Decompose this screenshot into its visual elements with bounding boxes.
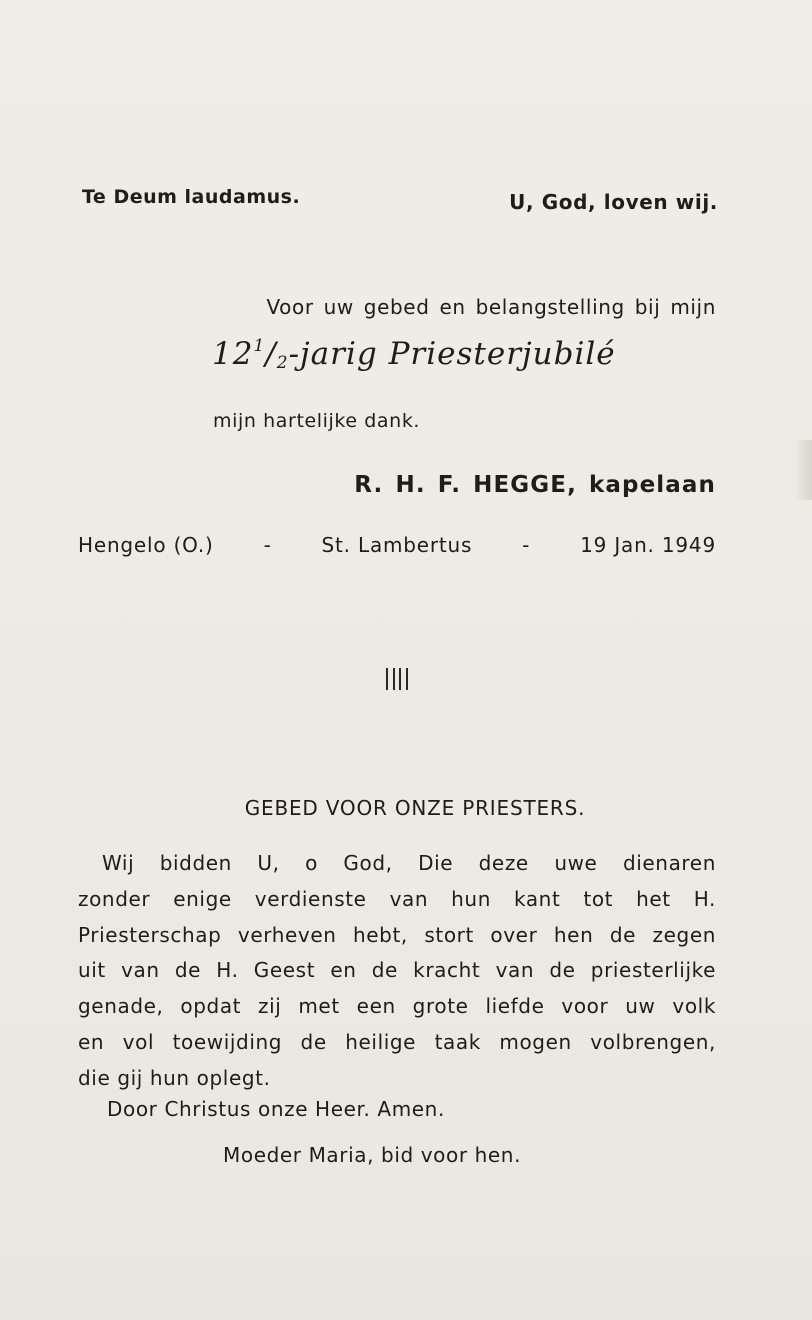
jubilee-fraction-bottom: 2: [276, 353, 289, 373]
date: 19 Jan. 1949: [580, 533, 716, 557]
prayer-closing: Door Christus onze Heer. Amen.: [107, 1097, 445, 1121]
jubilee-number: 12: [212, 336, 254, 372]
prayer-line: en vol toewijding de heilige taak mogen volbrengen,: [78, 1029, 716, 1054]
jubilee-text: -jarig Priesterjubilé: [288, 336, 616, 372]
thanks-line-1: Voor uw gebed en belangstelling bij mijn: [266, 295, 716, 319]
jubilee-fraction-top: 1: [253, 336, 266, 356]
signature-name: R. H. F. HEGGE, kapelaan: [354, 472, 716, 498]
prayer-line: uit van de H. Geest en de kracht van de priesterlijke: [78, 958, 716, 983]
place: Hengelo (O.): [78, 533, 214, 557]
prayer-line: die gij hun oplegt.: [78, 1065, 271, 1090]
place-date-line: [78, 533, 716, 557]
prayer-line: Priesterschap verheven hebt, stort over hen de zegen: [78, 922, 716, 947]
motto-latin: Te Deum laudamus.: [82, 186, 301, 208]
ornament-bar: [393, 668, 395, 690]
prayer-line: Wij bidden U, o God, Die deze uwe dienaren: [102, 851, 716, 875]
prayer-text: [78, 846, 716, 1097]
divider-ornament: [386, 668, 408, 692]
prayer-title: GEBED VOOR ONZE PRIESTERS.: [244, 796, 586, 820]
separator: -: [522, 533, 531, 557]
jubilee-fraction-slash: /: [265, 336, 277, 372]
ornament-bar: [386, 668, 388, 690]
prayer-line: genade, opdat zij met een grote liefde voor uw volk: [78, 994, 716, 1019]
prayer-invocation: Moeder Maria, bid voor hen.: [223, 1143, 522, 1167]
parish: St. Lambertus: [321, 533, 473, 557]
jubilee-title: [212, 336, 616, 373]
paper-fold-shadow: [794, 440, 812, 500]
ornament-bar: [399, 668, 401, 690]
prayer-line: zonder enige verdienste van hun kant tot het H.: [78, 886, 716, 911]
ornament-bar: [406, 668, 408, 690]
separator: -: [263, 533, 272, 557]
thanks-line-3: mijn hartelijke dank.: [213, 410, 421, 432]
motto-dutch: U, God, loven wij.: [509, 190, 718, 214]
